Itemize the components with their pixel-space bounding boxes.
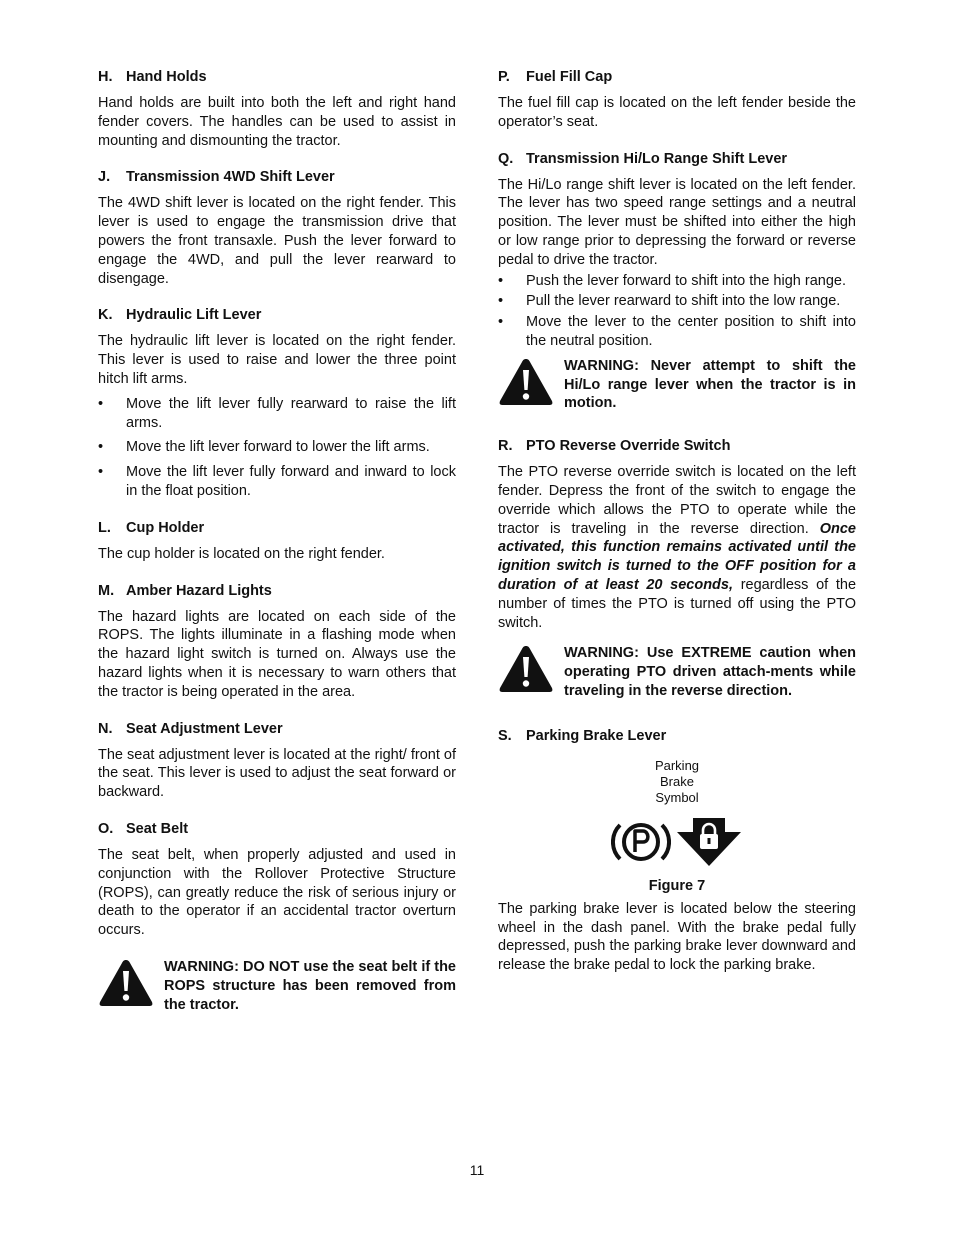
- warning-block: [98, 958, 456, 1014]
- section-heading: O. Seat Belt: [98, 820, 189, 837]
- list-item: • Move the lift lever fully rearward to raise the lift arms.: [98, 395, 456, 431]
- section-cup-holder: [98, 519, 456, 564]
- list-item: • Push the lever forward to shift into the high range.: [498, 272, 846, 289]
- left-column: [98, 68, 456, 1032]
- figure-label: Parking Brake Symbol: [654, 757, 700, 805]
- section-heading: H. Hand Holds: [98, 69, 207, 85]
- list-item: • Move the lever to the center position to shift into the neutral position.: [498, 314, 856, 349]
- warning-block: [498, 644, 856, 700]
- section-body: The seat adjustment lever is located at the right/ front of the seat. This lever is used to adjust the seat forward or backward.: [98, 746, 456, 801]
- bullet: •: [498, 293, 504, 310]
- warning-text: WARNING: DO NOT use the seat belt if the ROPS structure has been removed from the tractor.: [164, 958, 456, 1013]
- section-body: Hand holds are built into both the left and right hand fender covers. The handles can be used to assist in mounting and dismounting the tractor.: [98, 95, 456, 149]
- section-fuel-fill-cap: [498, 68, 856, 132]
- list-item: • Move the lift lever fully forward and inward to lock in the float position.: [98, 464, 456, 499]
- section-heading: R. PTO Reverse Override Switch: [498, 438, 731, 455]
- section-hand-holds: [98, 68, 456, 150]
- section-body: The seat belt, when properly adjusted and used in conjunction with the Rollover Protective Structure (ROPS), can greatly reduce the risk of serious injury or death to the operator if an accidental tractor overturn occurs.: [98, 846, 456, 939]
- section-4wd-shift-lever: [98, 168, 456, 288]
- section-body: The fuel fill cap is located on the left fender beside the operator’s seat.: [498, 95, 856, 130]
- section-body: The cup holder is located on the right fender.: [98, 545, 385, 562]
- section-body: The hydraulic lift lever is located on the right fender. This lever is used to raise and lower the three point hitch lift arms.: [98, 333, 456, 387]
- section-heading: P. Fuel Fill Cap: [498, 69, 613, 85]
- warning-text: WARNING: Never attempt to shift the Hi/Lo range lever when the tractor is in motion.: [564, 357, 856, 412]
- section-hi-lo-shift-lever: [498, 150, 856, 414]
- emphasis-text: Once activated, this function remains activated until the ignition switch is turned to the OFF position for a duration of at least 20 seconds,: [498, 520, 856, 593]
- figure-7: [498, 758, 856, 894]
- list-item: • Pull the lever rearward to shift into the low range.: [498, 293, 841, 310]
- bullet: •: [98, 395, 104, 412]
- warning-text: WARNING: Use EXTREME caution when operating PTO driven attach-ments while traveling in the reverse direction.: [564, 645, 856, 699]
- section-seat-belt: [98, 820, 456, 1014]
- warning-triangle-icon: [98, 958, 156, 1013]
- section-body: The hazard lights are located on each side of the ROPS. The lights illuminate in a flashing mode when the hazard light switch is turned on. Always use the hazard lights when it is necessary to warn others that the tractor is being operated in the area.: [98, 608, 456, 700]
- section-seat-adjustment: [98, 720, 456, 802]
- bullet: •: [98, 464, 104, 481]
- section-body: The PTO reverse override switch is located on the left fender. Depress the front of the switch to engage the override which allows the PTO to operate while the tractor is traveling in the reverse direction. Once activated, this function remains activated until the ignition switch is turned to the OFF position for a duration of at least 20 seconds, regardless of the number of times the PTO is turned off using the PTO switch.: [498, 464, 857, 631]
- section-heading: L. Cup Holder: [98, 519, 205, 536]
- section-body: The Hi/Lo range shift lever is located on the left fender. The lever has two speed range settings and a neutral position. The lever must be shifted into either the high or low range prior to depressing the forward or reverse pedal to drive the tractor.: [498, 176, 856, 268]
- list-item: • Move the lift lever forward to lower the lift arms.: [98, 439, 430, 456]
- figure-symbols: [498, 816, 856, 868]
- section-body: The parking brake lever is located below the steering wheel in the dash panel. With the brake pedal fully depressed, push the parking brake lever downward and release the brake pedal to lock the parking brake.: [498, 900, 856, 974]
- bullet-list: [98, 395, 456, 501]
- section-hazard-lights: [98, 582, 456, 702]
- brake-lock-arrow-icon: [675, 816, 743, 868]
- warning-triangle-icon: [498, 357, 556, 412]
- warning-triangle-icon: [498, 644, 556, 699]
- section-heading: N. Seat Adjustment Lever: [98, 720, 283, 737]
- section-heading: Q. Transmission Hi/Lo Range Shift Lever: [498, 150, 788, 167]
- section-hydraulic-lift-lever: [98, 306, 456, 500]
- page-number: 11: [469, 1162, 485, 1178]
- section-parking-brake: [498, 727, 856, 975]
- bullet: •: [98, 439, 104, 456]
- section-pto-reverse-override: [498, 437, 856, 701]
- figure-caption: Figure 7: [648, 877, 706, 894]
- bullet: •: [498, 272, 504, 289]
- section-heading: J. Transmission 4WD Shift Lever: [98, 169, 335, 186]
- section-heading: K. Hydraulic Lift Lever: [98, 307, 262, 324]
- warning-block: [498, 357, 856, 413]
- section-heading: M. Amber Hazard Lights: [98, 582, 272, 599]
- section-heading: S. Parking Brake Lever: [498, 727, 667, 744]
- bullet: •: [498, 314, 504, 331]
- parking-p-icon: [611, 817, 671, 867]
- right-column: [498, 68, 856, 993]
- section-body: The 4WD shift lever is located on the right fender. This lever is used to engage the transmission drive that powers the front transaxle. Push the lever forward to engage the 4WD, and pull the lever rearward to disengage.: [98, 195, 456, 287]
- bullet-list: [498, 272, 856, 351]
